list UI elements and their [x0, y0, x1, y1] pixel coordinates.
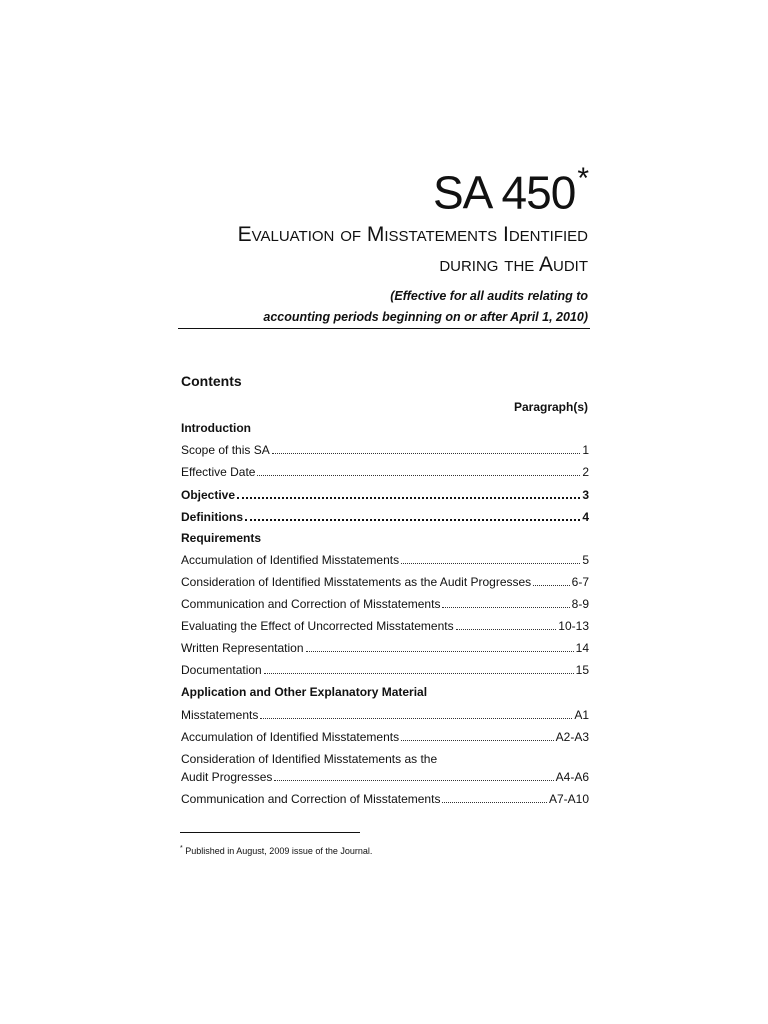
footnote: [180, 845, 372, 856]
toc-entry-label: Definitions: [181, 510, 243, 524]
toc-entry-number: A1: [574, 708, 589, 722]
toc-entry-number: 4: [582, 510, 589, 524]
footnote-text: Published in August, 2009 issue of the Journal.: [185, 846, 373, 856]
title-line-1: Evaluation of Misstatements Identified: [237, 223, 588, 246]
toc-entry-number: 1: [582, 443, 589, 457]
toc-leader: [274, 769, 553, 781]
footnote-divider: [180, 832, 360, 833]
toc-leader: [237, 486, 580, 499]
toc-entry-number: 3: [582, 488, 589, 502]
toc-entry-label: Audit Progresses: [181, 770, 273, 784]
header-divider: [178, 328, 590, 329]
toc-entry: [181, 729, 589, 745]
toc-leader: [401, 729, 554, 741]
toc-entry-label: Evaluating the Effect of Uncorrected Misstatements: [181, 619, 454, 633]
toc-leader: [442, 596, 569, 608]
contents-heading: Contents: [181, 373, 242, 389]
paragraphs-heading: Paragraph(s): [513, 400, 588, 414]
toc-entry-label: Accumulation of Identified Misstatements: [181, 730, 400, 744]
toc-leader: [257, 464, 580, 476]
standard-number: SA 450*: [432, 162, 588, 219]
toc-leader: [401, 552, 580, 564]
toc-section-requirements: Requirements: [181, 531, 262, 545]
effective-note-line-1: (Effective for all audits relating to: [390, 289, 588, 303]
toc-leader: [533, 574, 569, 586]
toc-entry-number: 14: [575, 641, 589, 655]
toc-entry-number: 8-9: [571, 597, 589, 611]
toc-entry-label: Documentation: [181, 663, 262, 677]
toc-entry-objective: [181, 486, 589, 502]
toc-entry-number: 10-13: [558, 619, 589, 633]
toc-leader: [272, 442, 581, 454]
toc-entry-number: 2: [582, 465, 589, 479]
toc-entry: [181, 640, 589, 656]
toc-entry-number: 5: [582, 553, 589, 567]
toc-entry: [181, 552, 589, 568]
toc-entry-number: A2-A3: [555, 730, 589, 744]
footnote-marker: *: [577, 162, 588, 195]
toc-entry-number: 6-7: [571, 575, 589, 589]
toc-entry: [181, 791, 589, 807]
toc-entry-label: Communication and Correction of Misstatements: [181, 792, 441, 806]
title-line-2: during the Audit: [439, 253, 588, 276]
toc-entry-number: 15: [575, 663, 589, 677]
toc-entry: [181, 442, 589, 458]
toc-entry-definitions: [181, 508, 589, 524]
toc-section-application: Application and Other Explanatory Material: [181, 685, 428, 699]
toc-section-introduction: Introduction: [181, 421, 251, 435]
toc-entry-label: Objective: [181, 488, 236, 502]
toc-entry-label: Written Representation: [181, 641, 304, 655]
toc-leader: [456, 618, 557, 630]
footnote-mark: *: [180, 845, 183, 852]
toc-leader: [260, 707, 572, 719]
toc-entry-label: Scope of this SA: [181, 443, 270, 457]
toc-entry-label: Communication and Correction of Misstatements: [181, 597, 441, 611]
toc-entry: [181, 464, 589, 480]
toc-entry-label: Misstatements: [181, 708, 259, 722]
toc-leader: [306, 640, 574, 652]
effective-note-line-2: accounting periods beginning on or after April 1, 2010): [263, 310, 588, 324]
toc-entry-number: A7-A10: [548, 792, 589, 806]
toc-entry-label: Consideration of Identified Misstatements as the Audit Progresses: [181, 575, 532, 589]
toc-leader: [442, 791, 547, 803]
toc-entry: [181, 707, 589, 723]
toc-leader: [264, 662, 574, 674]
toc-entry: [181, 574, 589, 590]
toc-entry: [181, 769, 589, 785]
toc-entry: [181, 618, 589, 634]
toc-entry: [181, 662, 589, 678]
toc-entry-number: A4-A6: [555, 770, 589, 784]
toc-entry-label-line1: Consideration of Identified Misstatements as the: [181, 752, 438, 766]
toc-entry-label: Effective Date: [181, 465, 256, 479]
toc-leader: [245, 508, 580, 521]
toc-entry-label: Accumulation of Identified Misstatements: [181, 553, 400, 567]
toc-entry: [181, 596, 589, 612]
